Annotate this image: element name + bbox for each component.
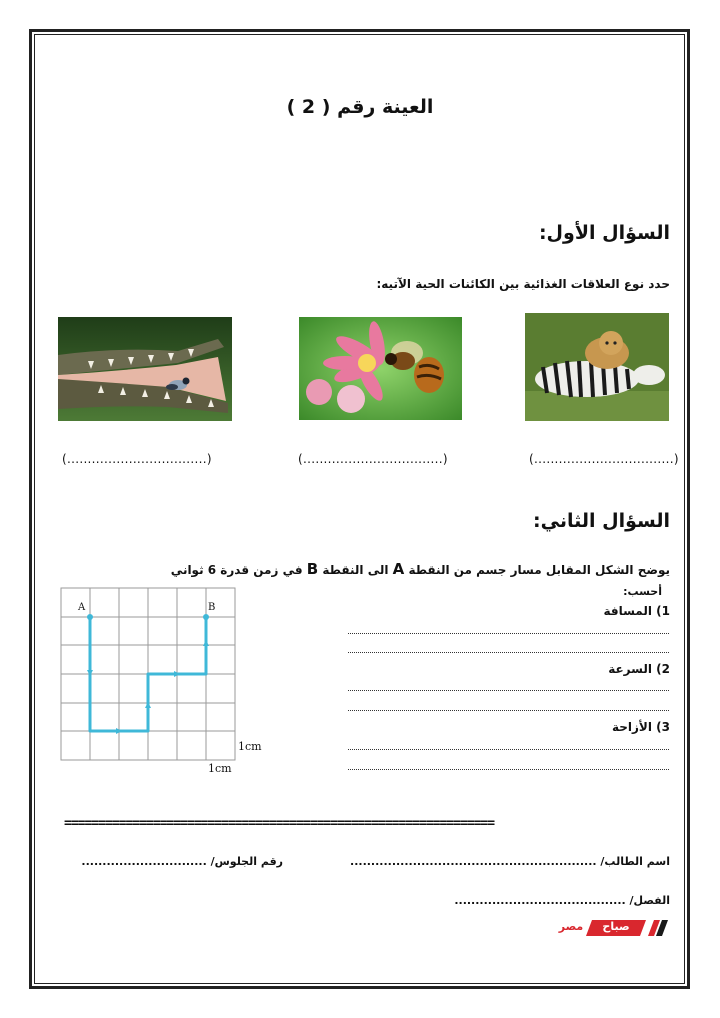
- question1-heading: السؤال الأول:: [538, 222, 670, 244]
- answer-line-speed-2[interactable]: [348, 710, 669, 711]
- lion-zebra-image: [525, 313, 669, 421]
- answer-blank-2[interactable]: (..................................): [298, 452, 448, 466]
- answer-blank-1[interactable]: (..................................): [62, 452, 212, 466]
- item-distance: 1) المسافة: [603, 604, 670, 618]
- path-grid-figure: [58, 586, 266, 778]
- seat-number-field[interactable]: رقم الجلوس/ ..............................: [81, 855, 283, 868]
- scale-label-vertical: 1cm: [238, 740, 262, 753]
- question2-text-part2: الى النقطة: [322, 563, 389, 577]
- student-name-field[interactable]: اسم الطالب/ ...........................................................: [350, 855, 670, 868]
- grid-label-b: B: [208, 602, 216, 613]
- page-title: العينة رقم ( 2 ): [286, 96, 434, 118]
- calculate-label: أحسب:: [623, 585, 662, 598]
- separator-line: ===============================================================: [64, 816, 495, 831]
- page-border-inner: [34, 34, 685, 984]
- point-b-label: B: [306, 560, 319, 578]
- question2-text-part1: يوضح الشكل المقابل مسار جسم من النقطة: [408, 563, 670, 577]
- answer-line-displacement-2[interactable]: [348, 769, 669, 770]
- item-displacement: 3) الأزاحة: [611, 720, 670, 734]
- bee-flower-image: [299, 317, 462, 420]
- question1-instruction: حدد نوع العلاقات الغذائية بين الكائنات الحية الآتيه:: [376, 277, 670, 291]
- question2-heading: السؤال الثاني:: [533, 510, 670, 532]
- answer-blank-3[interactable]: (..................................): [529, 452, 679, 466]
- start-point-a: [87, 614, 93, 620]
- item-speed: 2) السرعة: [608, 662, 670, 676]
- answer-line-speed-1[interactable]: [348, 690, 669, 691]
- answer-line-distance-1[interactable]: [348, 633, 669, 634]
- sabah-masr-logo: [556, 918, 668, 938]
- question2-text-part3: في زمن قدرة 6 ثواني: [170, 563, 303, 577]
- logo-text-masr: مصر: [558, 920, 584, 933]
- question2-text: [171, 560, 670, 578]
- answer-line-distance-2[interactable]: [348, 652, 669, 653]
- point-a-label: A: [392, 560, 405, 578]
- class-field[interactable]: الفصل/ .........................................: [454, 894, 670, 907]
- logo-text-sabah: صباح: [602, 920, 630, 933]
- end-point-b: [203, 614, 209, 620]
- crocodile-bird-image: [58, 317, 232, 421]
- grid-label-a: A: [78, 602, 86, 613]
- answer-line-displacement-1[interactable]: [348, 749, 669, 750]
- scale-label-horizontal: 1cm: [208, 762, 232, 775]
